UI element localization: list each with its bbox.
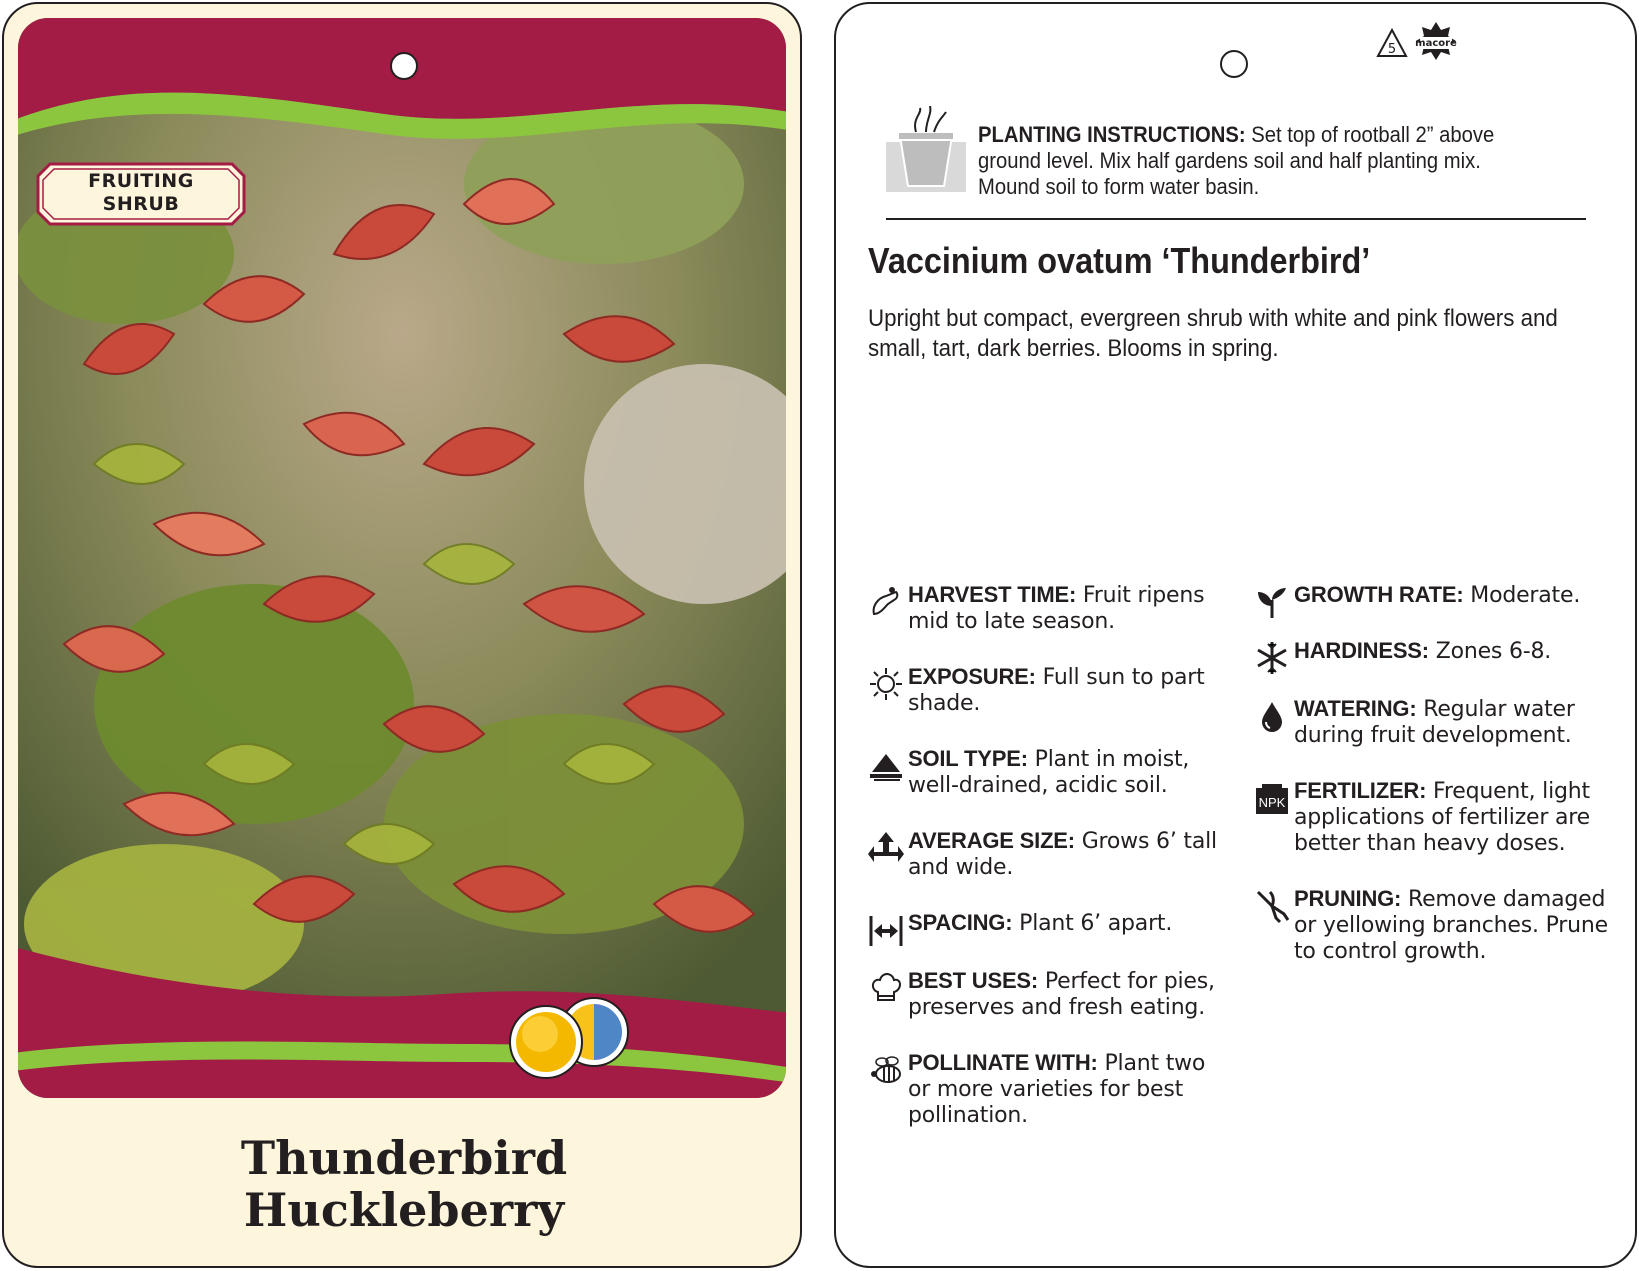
attr-average-size: AVERAGE SIZE: Grows 6’ tall and wide.	[868, 828, 1228, 881]
hang-hole	[1220, 50, 1248, 78]
category-badge	[36, 162, 246, 226]
divider	[886, 218, 1586, 220]
recycle-icon	[1374, 26, 1410, 62]
macore-logo	[1414, 20, 1458, 66]
hang-hole	[390, 52, 418, 80]
attr-hardiness: HARDINESS: Zones 6-8.	[1254, 638, 1614, 676]
sun-icon	[510, 1006, 582, 1078]
back-tag	[834, 2, 1637, 1268]
harvest-icon	[868, 584, 904, 620]
npk-icon	[1254, 780, 1290, 816]
snowflake-icon	[1254, 640, 1290, 676]
soil-icon	[868, 748, 904, 784]
svg-text:macore: macore	[1415, 38, 1457, 49]
water-drop-icon	[1254, 698, 1290, 734]
planting-instructions: PLANTING INSTRUCTIONS: Set top of rootball 2” above ground level. Mix half gardens soil and half planting mix. Mound soil to form water basin.	[978, 122, 1495, 199]
category-line-1: FRUITING	[88, 170, 194, 192]
attr-watering: WATERING: Regular water during fruit development.	[1254, 696, 1614, 749]
svg-text:NPK: NPK	[1258, 795, 1286, 810]
attr-pollinate-with: POLLINATE WITH: Plant two or more varieties for best pollination.	[868, 1050, 1228, 1129]
attr-exposure: EXPOSURE: Full sun to part shade.	[868, 664, 1228, 717]
attr-harvest-time: HARVEST TIME: Fruit ripens mid to late season.	[868, 582, 1228, 635]
attr-pruning: PRUNING: Remove damaged or yellowing branches. Prune to control growth.	[1254, 886, 1614, 965]
plant-description: Upright but compact, evergreen shrub with white and pink flowers and small, tart, dark berries. Blooms in spring.	[868, 305, 1558, 362]
plant-pot-icon	[886, 106, 966, 196]
svg-text:5: 5	[1387, 42, 1397, 57]
attr-best-uses: BEST USES: Perfect for pies, preserves and fresh eating.	[868, 968, 1228, 1021]
sprout-icon	[1254, 584, 1290, 620]
botanical-name: Vaccinium ovatum ‘Thunderbird’	[868, 240, 1371, 281]
attr-growth-rate: GROWTH RATE: Moderate.	[1254, 582, 1614, 620]
bee-icon	[868, 1052, 904, 1088]
attr-spacing: SPACING: Plant 6’ apart.	[868, 910, 1228, 948]
front-tag	[2, 2, 802, 1268]
exposure-badges	[500, 994, 640, 1084]
sun-outline-icon	[868, 666, 904, 702]
attr-soil-type: SOIL TYPE: Plant in moist, well-drained, acidic soil.	[868, 746, 1228, 799]
plant-common-name: Thunderbird Huckleberry	[240, 1131, 568, 1237]
category-line-2: SHRUB	[102, 193, 180, 215]
attr-fertilizer: NPK FERTILIZER: Frequent, light applications of fertilizer are better than heavy doses.	[1254, 778, 1614, 857]
size-icon	[868, 830, 904, 866]
chef-hat-icon	[868, 970, 904, 1006]
spacing-icon	[868, 912, 904, 948]
pruners-icon	[1254, 888, 1290, 924]
